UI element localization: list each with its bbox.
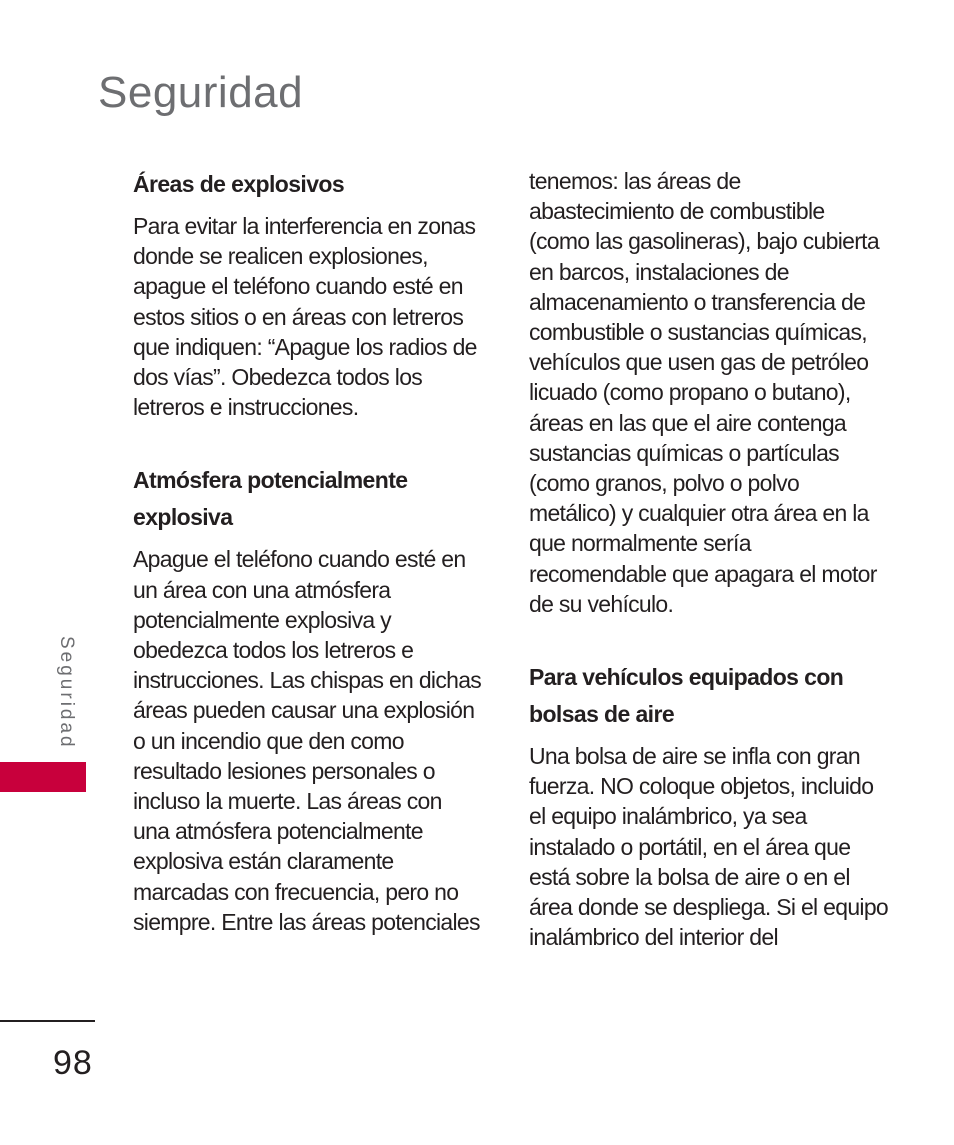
right-column [529, 166, 889, 976]
side-tab-marker [0, 762, 86, 792]
section-body-explosive-atmosphere: Apague el teléfono cuando esté en un área con una atmósfera potencialmente explosiva y obedezca todos los letreros e instrucciones. Las chispas en dichas áreas pueden causar una explosión o un incendio que den como resultado lesiones personales o incluso la muerte. Las áreas con una atmósfera potencialmente explosiva están claramente marcadas con frecuencia, pero no siempre. Entre las áreas potenciales [133, 546, 482, 935]
section-heading-airbags: Para vehículos equipados con bolsas de aire [529, 664, 844, 728]
section-body-explosive-areas: Para evitar la interferencia en zonas donde se realicen explosiones, apague el teléfono cuando esté en estos sitios o en áreas con letreros que indiquen: “Apague los radios de dos vías”. Obedezca todos los letreros e instrucciones. [133, 213, 477, 421]
footer-divider [0, 1020, 95, 1022]
section-heading-explosive-areas: Áreas de explosivos [133, 171, 345, 197]
side-tab-label: Seguridad [56, 636, 77, 750]
page-title: Seguridad [98, 68, 304, 117]
section-body-airbags: Una bolsa de aire se infla con gran fuerza. NO coloque objetos, incluido el equipo inalámbrico, ya sea instalado o portátil, en el área que está sobre la bolsa de aire o en el área donde se despliega. Si el equipo inalámbrico del interior del [529, 743, 889, 951]
page-number: 98 [53, 1044, 93, 1082]
section-heading-explosive-atmosphere: Atmósfera potencialmente explosiva [133, 467, 408, 531]
left-column [133, 166, 483, 961]
continued-paragraph: tenemos: las áreas de abastecimiento de combustible (como las gasolineras), bajo cubierta en barcos, instalaciones de almacenamiento o transferencia de combustible o sustancias químicas, vehículos que usen gas de petróleo licuado (como propano o butano), áreas en las que el aire contenga sustancias químicas o partículas (como granos, polvo o polvo metálico) y cualquier otra área en la que normalmente sería recomendable que apagara el motor de su vehículo. [529, 168, 879, 617]
